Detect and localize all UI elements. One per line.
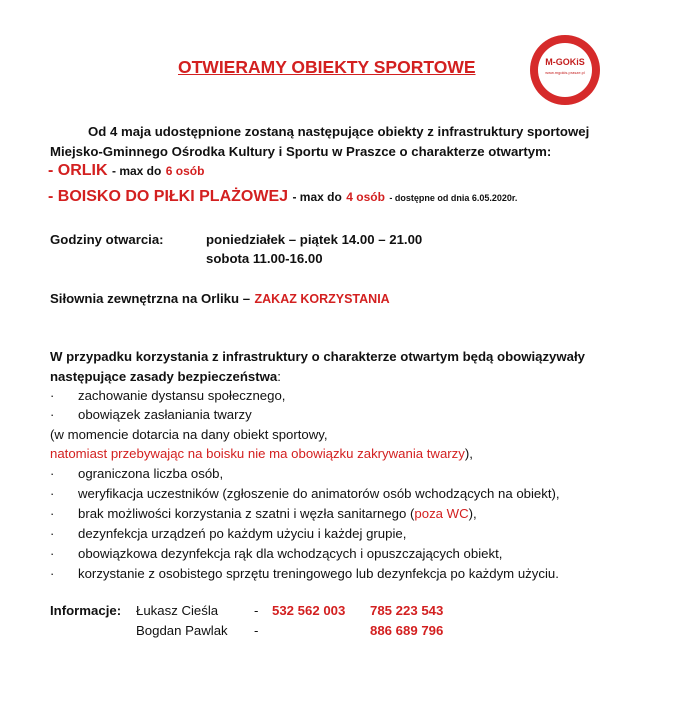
rule-item: obowiązek zasłaniania twarzy <box>78 407 252 422</box>
page-title: OTWIERAMY OBIEKTY SPORTOWE <box>178 57 476 77</box>
facility-beach <box>48 188 517 206</box>
facility-limit-prefix: - max do <box>292 190 342 204</box>
contact-phone[interactable]: 886 689 796 <box>370 623 444 638</box>
bullet: · <box>50 506 55 521</box>
rule-note-1: (w momencie dotarcia na dany obiekt sportowy, <box>50 427 328 442</box>
logo-name: M-GOKiS <box>545 57 585 67</box>
facility-orlik <box>48 162 204 180</box>
rules-intro-1: W przypadku korzystania z infrastruktury o charakterze otwartym będą obowiązywały <box>50 349 585 364</box>
rule-note-2-end: ), <box>464 446 473 461</box>
rule-item: korzystanie z osobistego sprzętu treningowego lub dezynfekcja po każdym użyciu. <box>78 566 559 581</box>
rule-item-wc <box>78 506 477 521</box>
bullet: · <box>50 388 55 403</box>
rule-item-end: ), <box>468 506 477 521</box>
bullet: · <box>50 566 55 581</box>
bullet: · <box>50 526 55 541</box>
rule-item-wc-red: poza WC <box>414 506 469 521</box>
gym-text: Siłownia zewnętrzna na Orliku – <box>50 291 251 306</box>
rule-item: ograniczona liczba osób, <box>78 466 224 481</box>
facility-limit-value: 6 osób <box>165 164 205 178</box>
rule-item-text: brak możliwości korzystania z szatni i węzła sanitarnego ( <box>78 506 415 521</box>
rule-item: zachowanie dystansu społecznego, <box>78 388 286 403</box>
bullet: · <box>50 466 55 481</box>
contacts-label: Informacje: <box>50 603 122 618</box>
contact-dash: - <box>254 603 259 618</box>
rules-intro-2-text: następujące zasady bezpieczeństwa <box>50 369 278 384</box>
hours-weekdays: poniedziałek – piątek 14.00 – 21.00 <box>206 232 423 247</box>
rules-intro-2 <box>50 368 281 386</box>
logo-url: www.mgokis.prasze.pl <box>545 70 585 75</box>
rule-note-2-red: natomiast przebywając na boisku nie ma obowiązku zakrywania twarzy <box>50 446 465 461</box>
gym-notice <box>50 290 390 308</box>
facility-note: - dostępne od dnia 6.05.2020r. <box>389 193 518 203</box>
facility-limit-prefix: - max do <box>112 164 162 178</box>
hours-label: Godziny otwarcia: <box>50 232 164 247</box>
facility-name: - BOISKO DO PIŁKI PLAŻOWEJ <box>48 188 289 205</box>
gym-status: ZAKAZ KORZYSTANIA <box>254 292 390 306</box>
intro-line-2: Miejsko-Gminnego Ośrodka Kultury i Sportu w Praszce o charakterze otwartym: <box>50 144 552 159</box>
bullet: · <box>50 407 55 422</box>
contact-phone[interactable]: 785 223 543 <box>370 603 444 618</box>
rules-intro-2-colon: : <box>277 369 281 384</box>
bullet: · <box>50 486 55 501</box>
hours-saturday: sobota 11.00-16.00 <box>206 251 323 266</box>
facility-name: - ORLIK <box>48 162 108 179</box>
bullet: · <box>50 546 55 561</box>
contact-dash: - <box>254 623 259 638</box>
rule-item: weryfikacja uczestników (zgłoszenie do animatorów osób wchodzących na obiekt), <box>78 486 560 501</box>
rule-item: obowiązkowa dezynfekcja rąk dla wchodzących i opuszczających obiekt, <box>78 546 503 561</box>
rule-item: dezynfekcja urządzeń po każdym użyciu i każdej grupie, <box>78 526 407 541</box>
rule-note-2 <box>50 446 473 461</box>
contact-phone[interactable]: 532 562 003 <box>272 603 346 618</box>
facility-limit-value: 4 osób <box>346 190 385 204</box>
mgokis-logo <box>530 35 600 105</box>
contact-name: Bogdan Pawlak <box>136 623 228 638</box>
contact-name: Łukasz Cieśla <box>136 603 219 618</box>
intro-line-1: Od 4 maja udostępnione zostaną następujące obiekty z infrastruktury sportowej <box>88 124 590 139</box>
